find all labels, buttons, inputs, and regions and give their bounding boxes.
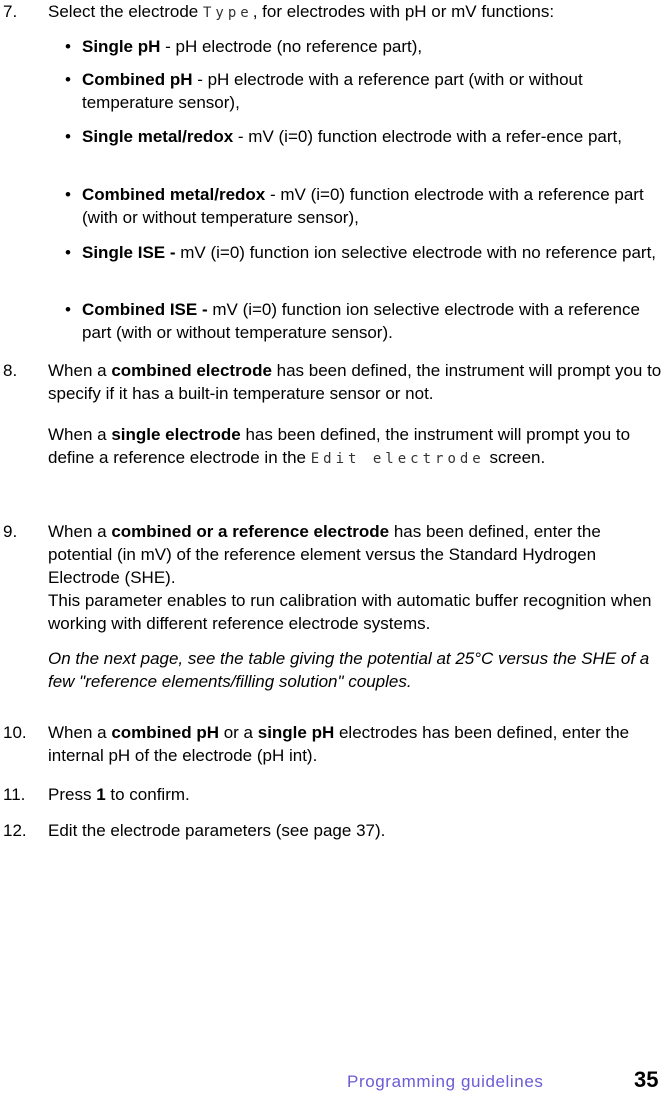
step-text: Select the electrode Type, for electrodes with pH or mV functions: — [48, 2, 555, 21]
bullet-icon: • — [65, 243, 71, 262]
bullet-icon: • — [65, 300, 71, 319]
bullet-icon: • — [65, 37, 71, 56]
step-text: Press 1 to confirm. — [48, 785, 190, 804]
note: On the next page, see the table giving the potential at 25°C versus the SHE of a few "reference elements/filling solution" couples. — [48, 649, 650, 691]
step-text: When a combined or a reference electrode has been defined, enter the potential (in mV) of the reference element versus the Standard Hydrogen Electrode (SHE). This parameter enables to run calibration with automatic buffer recognition when working with different reference electrode systems. On the next page, see the table giving the potential at 25°C versus the SHE of a few "reference elements/filling solution" couples. — [48, 520, 668, 693]
page-footer — [0, 1067, 672, 1096]
step-number: 11. — [3, 785, 26, 804]
step-number: 8. — [3, 361, 18, 380]
bullet-icon: • — [65, 185, 71, 204]
step-number: 7. — [3, 2, 18, 21]
edit-electrode-code: Edit electrode — [310, 451, 485, 467]
bullet-icon: • — [65, 127, 71, 146]
step-number: 9. — [3, 522, 18, 541]
step-text: When a combined electrode has been defined, the instrument will prompt you to specify if it has a built-in temperature sensor or not. When a single electrode has been defined, the instrument will prompt you to define a reference electrode in the Edit electrode screen. — [48, 361, 662, 467]
step-number: 10. — [3, 723, 27, 742]
step-text: When a combined pH or a single pH electrodes has been defined, enter the internal pH of the electrode (pH int). — [48, 723, 630, 765]
step-number: 12. — [3, 821, 27, 840]
page-number: 35 — [634, 1067, 659, 1092]
section-title: Programming guidelines — [347, 1072, 544, 1091]
type-code: Type — [202, 5, 253, 21]
bullet-icon: • — [65, 70, 71, 89]
step-text: Edit the electrode parameters (see page 37). — [48, 821, 386, 840]
